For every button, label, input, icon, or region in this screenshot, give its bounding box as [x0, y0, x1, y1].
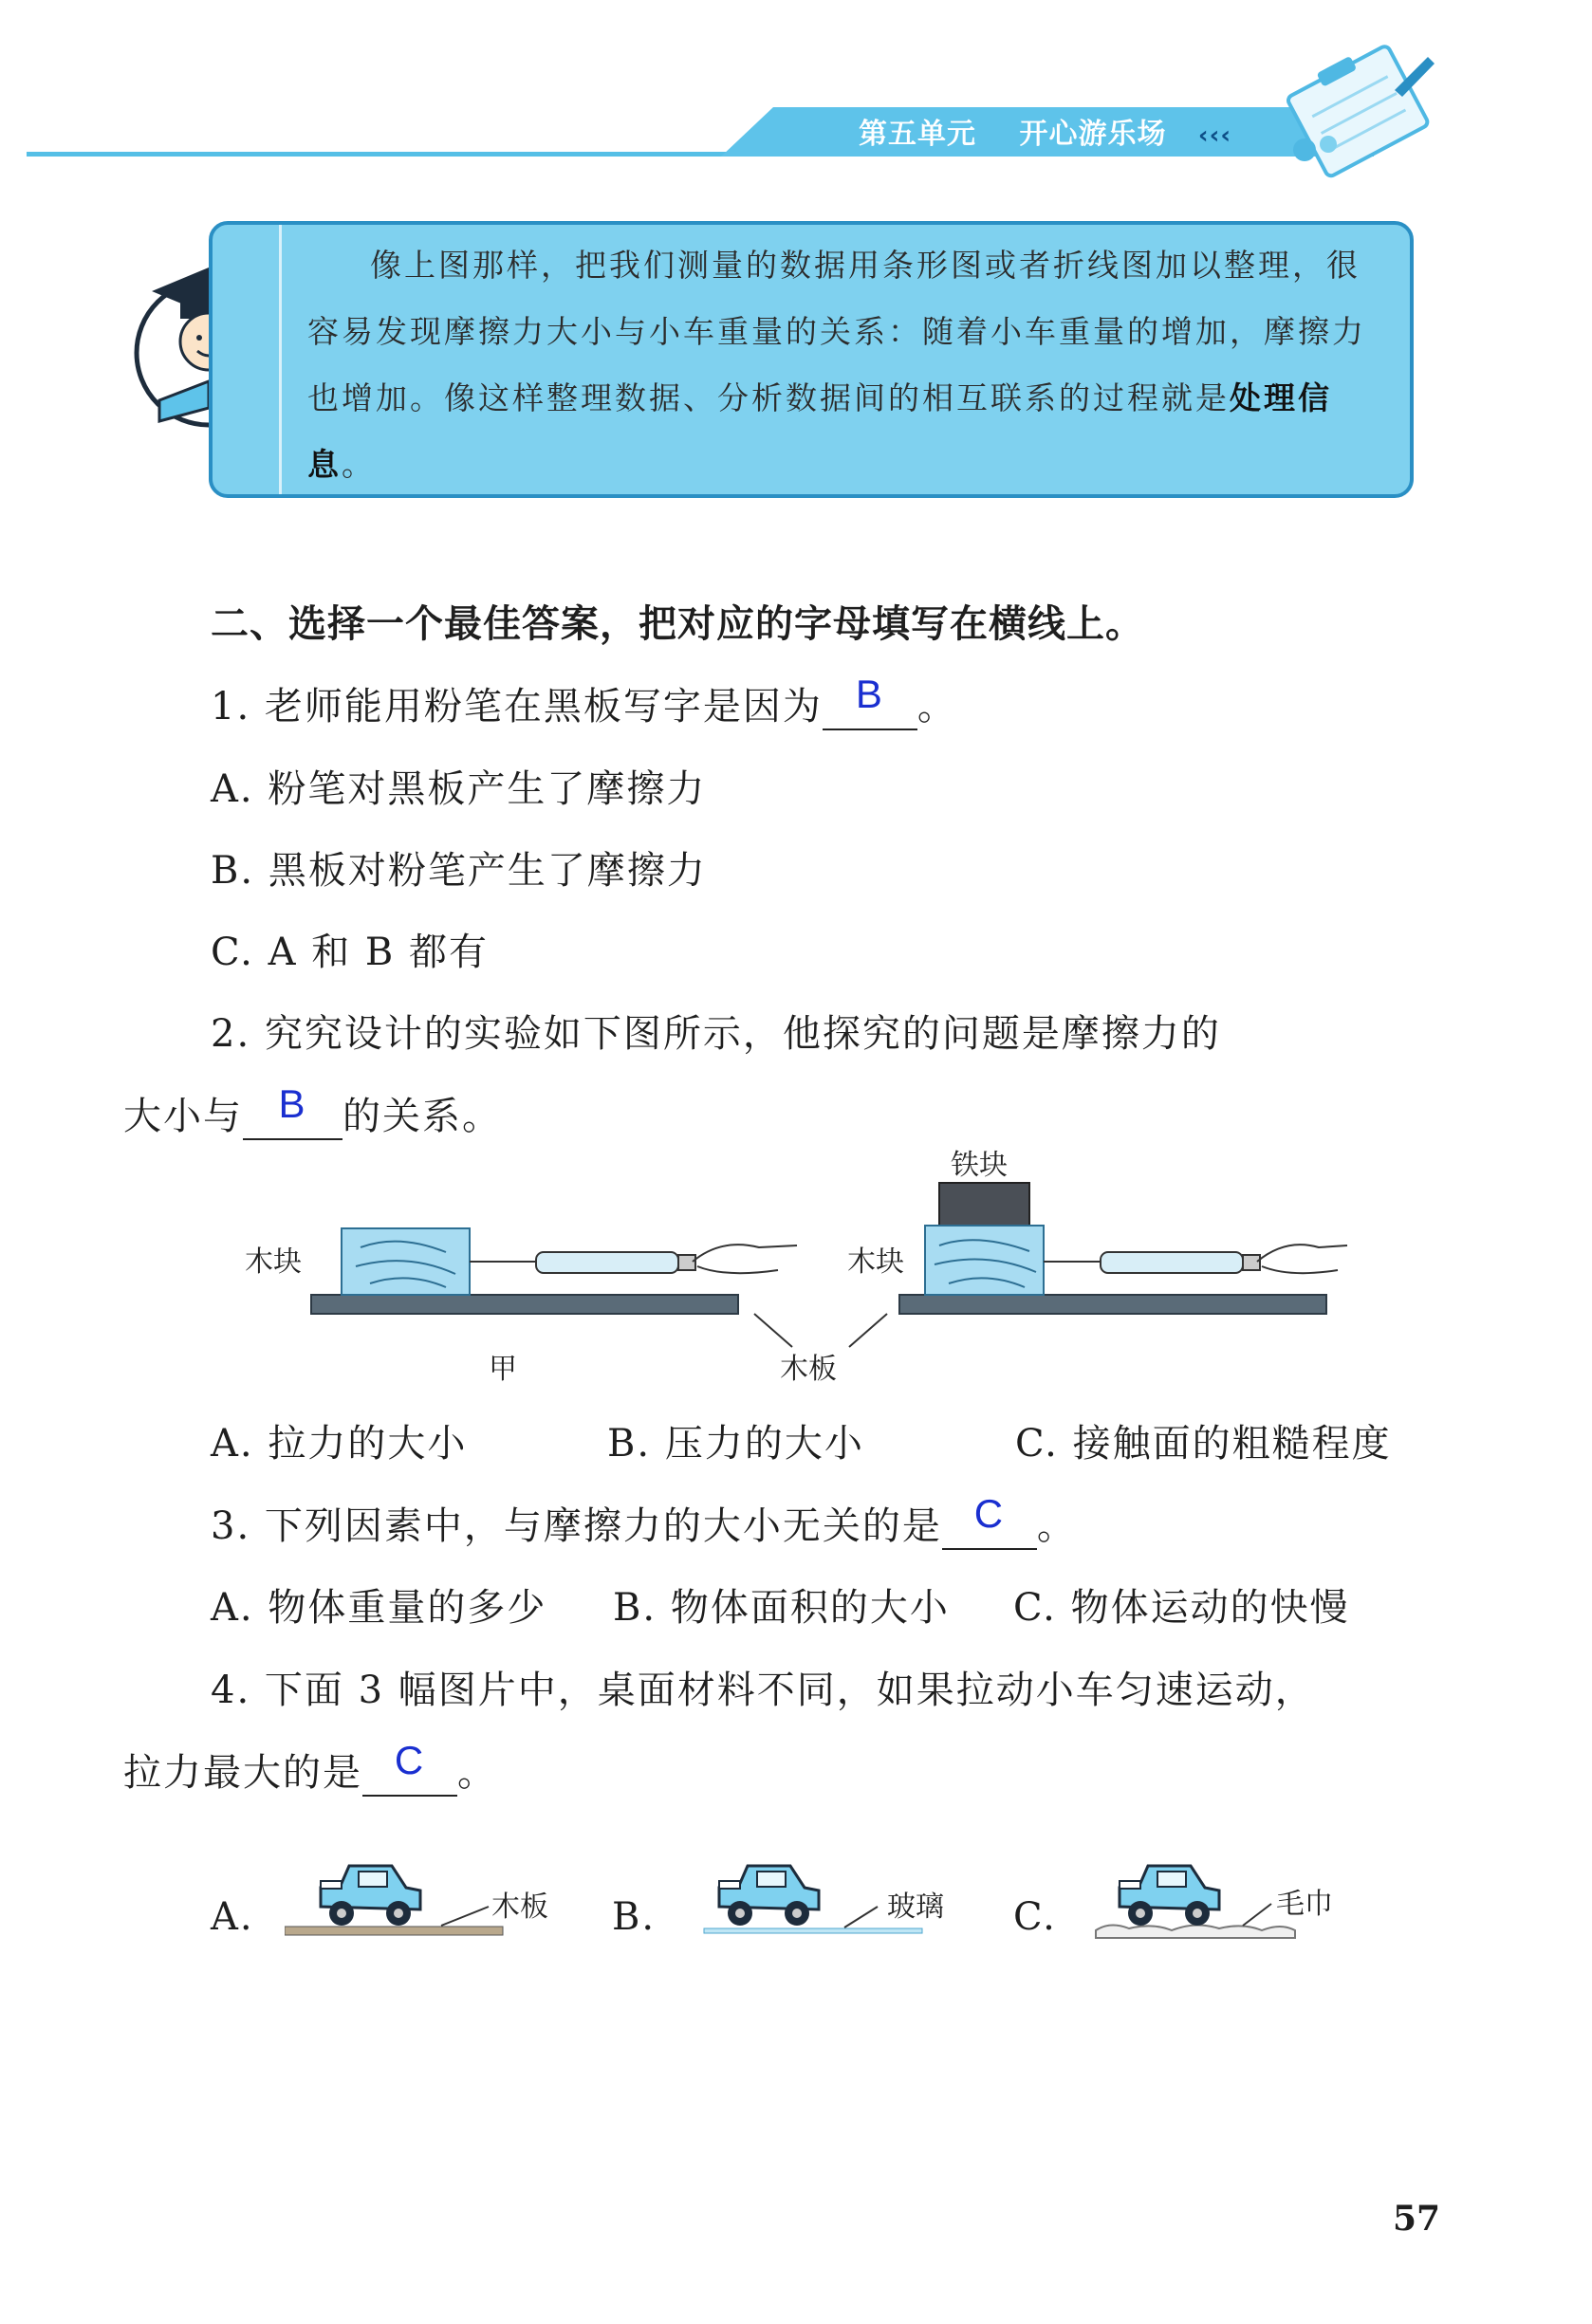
towel-surface	[1096, 1925, 1295, 1938]
q3-option-a: A. 物体重量的多少	[211, 1586, 547, 1630]
q4-stem: 拉力最大的是	[123, 1751, 362, 1795]
info-box-margin-rule	[279, 225, 282, 494]
q3-answer-blank[interactable]	[942, 1491, 1037, 1550]
clipboard-icon	[1262, 38, 1452, 180]
q3-answer: C	[973, 1491, 1006, 1536]
q1-answer-blank[interactable]	[823, 672, 917, 730]
q3-stem: 3. 下列因素中，与摩擦力的大小无关的是	[211, 1504, 942, 1548]
q2-option-a: A. 拉力的大小	[211, 1422, 468, 1466]
info-box-text	[307, 232, 1389, 498]
info-text-body: 像上图那样，把我们测量的数据用条形图或者折线图加以整理，很容易发现摩擦力大小与小车重量的关系：随着小车重量的增加，摩擦力也增加。像这样整理数据、分析数据间的相互联系的过程就是	[307, 247, 1366, 416]
q1-option-a: A. 粉笔对黑板产生了摩擦力	[211, 767, 707, 811]
info-box	[209, 221, 1414, 498]
section-title: 二、选择一个最佳答案，把对应的字母填写在横线上。	[211, 602, 1144, 646]
spring-scale-left	[536, 1252, 678, 1273]
glass-surface	[704, 1928, 922, 1933]
q2-option-c: C. 接触面的粗糙程度	[1015, 1422, 1392, 1466]
car-a	[321, 1866, 420, 1926]
board-left	[311, 1295, 738, 1314]
question-2-line2	[123, 1081, 502, 1140]
surface-label-towel: 毛巾	[1276, 1888, 1333, 1921]
q3-stem-end: 。	[1036, 1504, 1077, 1548]
q4-answer: C	[394, 1738, 426, 1782]
car-option-b-letter: B.	[612, 1895, 657, 1939]
wood-board-surface	[285, 1927, 503, 1935]
q2-stem-end: 的关系。	[342, 1095, 502, 1138]
surface-label-glass: 玻璃	[887, 1891, 944, 1924]
label-wood-block-left: 木块	[245, 1245, 302, 1279]
car-option-c-letter: C.	[1013, 1895, 1057, 1939]
label-iron-block: 铁块	[951, 1149, 1008, 1182]
car-b	[719, 1866, 819, 1926]
info-text-end: 。	[342, 446, 376, 483]
page-number: 57	[1393, 2199, 1441, 2239]
cars-figure	[285, 1854, 1395, 1959]
q1-option-b: B. 黑板对粉笔产生了摩擦力	[211, 849, 707, 893]
label-board: 木板	[780, 1353, 837, 1386]
iron-block	[939, 1183, 1029, 1226]
q2-option-b: B. 压力的大小	[607, 1422, 864, 1466]
car-option-a-letter: A.	[211, 1895, 254, 1939]
question-2-line1: 2. 究究设计的实验如下图所示，他探究的问题是摩擦力的	[211, 1012, 1221, 1056]
hand-left	[693, 1245, 797, 1273]
unit-title: 开心游乐场	[1019, 118, 1167, 151]
q2-stem: 大小与	[123, 1095, 243, 1138]
q3-option-c: C. 物体运动的快慢	[1013, 1586, 1350, 1630]
info-bold-term: 处理信息	[307, 379, 1332, 483]
q1-answer: B	[855, 672, 884, 716]
q1-option-c: C. A 和 B 都有	[211, 931, 490, 974]
board-right	[899, 1295, 1326, 1314]
question-4-line1: 4. 下面 3 幅图片中，桌面材料不同，如果拉动小车匀速运动，	[211, 1669, 1315, 1712]
surface-label-wood: 木板	[491, 1891, 548, 1924]
label-wood-block-right: 木块	[847, 1245, 904, 1279]
label-jia: 甲	[489, 1353, 517, 1386]
header-title	[859, 110, 1231, 152]
q1-stem: 1. 老师能用粉笔在黑板写字是因为	[211, 685, 823, 729]
chevron-left-icon: ‹‹‹	[1197, 121, 1232, 150]
q2-answer-blank[interactable]	[243, 1081, 342, 1140]
q4-stem-end: 。	[457, 1751, 497, 1795]
spring-scale-right	[1101, 1252, 1243, 1273]
q3-option-b: B. 物体面积的大小	[613, 1586, 950, 1630]
q4-answer-blank[interactable]	[362, 1738, 457, 1797]
question-4-line2	[123, 1738, 497, 1797]
car-c	[1120, 1866, 1219, 1926]
question-3	[211, 1491, 1077, 1550]
q2-answer: B	[278, 1081, 307, 1126]
unit-label: 第五单元	[859, 118, 976, 151]
hand-right	[1257, 1245, 1347, 1273]
q1-stem-end: 。	[916, 685, 957, 729]
question-1	[211, 672, 957, 730]
